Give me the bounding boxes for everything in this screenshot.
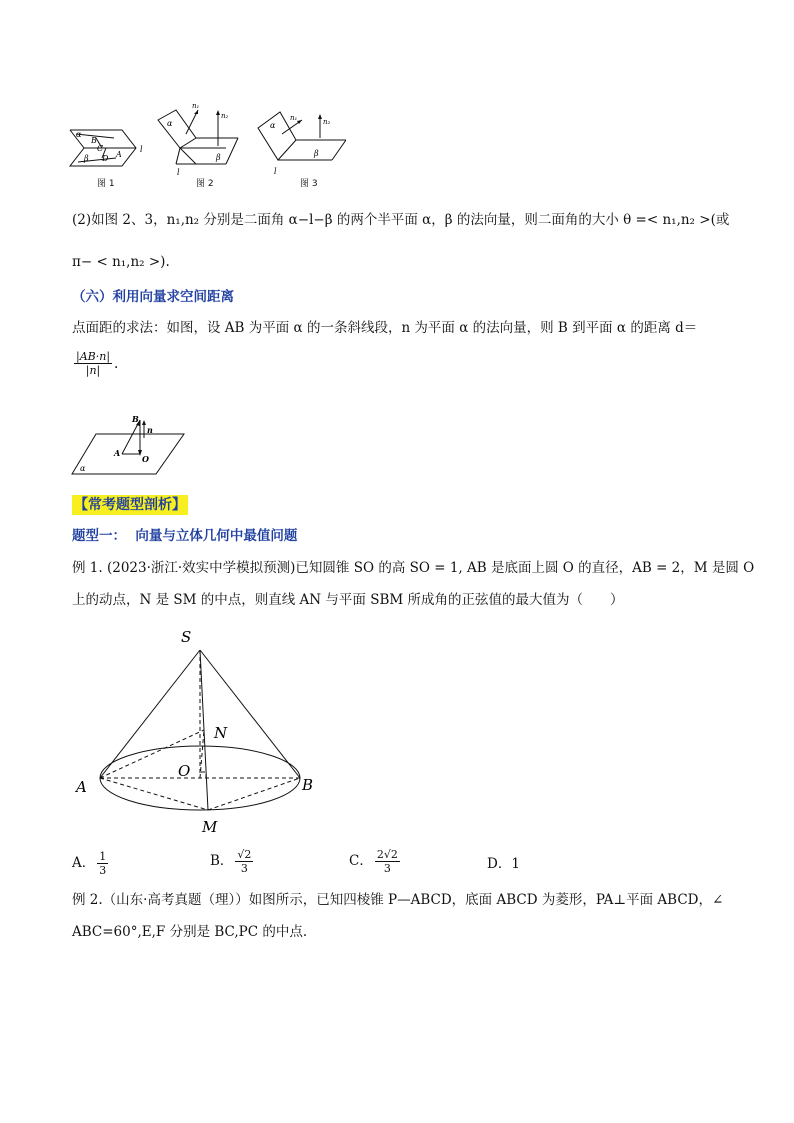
- option-a-letter: A．: [72, 855, 96, 871]
- type1-heading: [72, 526, 297, 546]
- fig1-alpha: α: [76, 130, 82, 139]
- fig2-n2: n₂: [221, 112, 229, 120]
- pp-alpha: α: [80, 464, 86, 473]
- option-b[interactable]: [210, 848, 255, 875]
- fig3-n1: n₁: [290, 114, 298, 122]
- cone-B: B: [302, 776, 314, 794]
- pp-A: A: [114, 448, 121, 458]
- distance-formula: [72, 350, 118, 377]
- pp-B: B: [132, 414, 139, 424]
- caption-fig1: 图 1: [97, 179, 115, 189]
- fig1-B: B: [91, 136, 97, 145]
- cone-O: O: [178, 762, 191, 780]
- option-b-num: √2: [237, 848, 252, 861]
- option-b-den: 3: [240, 862, 248, 875]
- para2-line1: (2)如图 2、3，n₁,n₂ 分别是二面角 α−l−β 的两个半平面 α，β 的法向量，则二面角的大小 θ =< n₁,n₂ >(或: [72, 212, 730, 228]
- option-c-letter: C．: [349, 853, 373, 869]
- fig2-alpha: α: [167, 119, 173, 128]
- section-banner: 【常考题型剖析】: [74, 497, 186, 513]
- option-d-letter: D．: [487, 856, 512, 872]
- section6-title: （六）利用向量求空间距离: [72, 289, 234, 305]
- fig3-beta: β: [314, 149, 319, 158]
- cone-N: N: [214, 724, 228, 742]
- fig2-n1: n₁: [192, 102, 200, 110]
- fig1-D: D: [102, 154, 109, 163]
- formula-denominator: |n|: [85, 364, 101, 377]
- pp-O: O: [142, 454, 149, 464]
- fig3-n2: n₂: [323, 118, 331, 126]
- fig2-beta: β: [216, 153, 221, 162]
- para2-line2: π− < n₁,n₂ >).: [72, 254, 170, 270]
- point-plane-figure: [70, 408, 186, 478]
- fig1-l: l: [140, 145, 143, 154]
- cone-M: M: [202, 818, 218, 836]
- cone-A: A: [76, 778, 87, 796]
- fig1-A: A: [116, 150, 122, 159]
- option-d[interactable]: [487, 854, 520, 874]
- option-a-num: 1: [99, 850, 107, 863]
- option-c-den: 3: [383, 862, 391, 875]
- option-c-num: 2√2: [376, 848, 398, 861]
- option-d-value: 1: [511, 856, 520, 872]
- option-c[interactable]: [349, 848, 402, 875]
- fig1-C: C: [97, 144, 104, 153]
- figure-2: [150, 100, 242, 178]
- type1-label: 题型一：: [72, 528, 126, 544]
- option-b-letter: B．: [210, 853, 234, 869]
- fig2-l: l: [177, 168, 180, 177]
- example2-line1: 例 2.（山东·高考真题（理））如图所示，已知四棱锥 P—ABCD，底面 ABCD 为菱形，PA⊥平面 ABCD，∠: [72, 892, 724, 908]
- example1-line1: 例 1. (2023·浙江·效实中学模拟预测)已知圆锥 SO 的高 SO = 1, AB 是底面上圆 O 的直径，AB = 2，M 是圆 O: [72, 560, 755, 576]
- caption-fig3: 图 3: [300, 179, 318, 189]
- option-a-den: 3: [99, 864, 107, 877]
- cone-S: S: [181, 628, 192, 646]
- type1-title: 向量与立体几何中最值问题: [135, 528, 298, 544]
- example1-line2: 上的动点，N 是 SM 的中点，则直线 AN 与平面 SBM 所成角的正弦值的最大值为（ ）: [72, 592, 624, 608]
- section6-text: 点面距的求法：如图，设 AB 为平面 α 的一条斜线段，n 为平面 α 的法向量，则 B 到平面 α 的距离 d＝: [72, 320, 698, 336]
- cone-figure: [70, 624, 330, 842]
- fig3-alpha: α: [270, 121, 276, 130]
- example2-line2: ABC=60°,E,F 分别是 BC,PC 的中点.: [72, 924, 308, 940]
- caption-fig2: 图 2: [196, 179, 214, 189]
- pp-n: n: [147, 425, 153, 435]
- fig3-l: l: [274, 167, 277, 176]
- option-a[interactable]: [72, 850, 110, 877]
- figure-1: [66, 112, 146, 174]
- formula-tail: .: [114, 356, 119, 372]
- figure-3: [254, 102, 346, 178]
- fig1-beta: β: [84, 154, 89, 163]
- formula-numerator: |AB·n|: [76, 350, 111, 363]
